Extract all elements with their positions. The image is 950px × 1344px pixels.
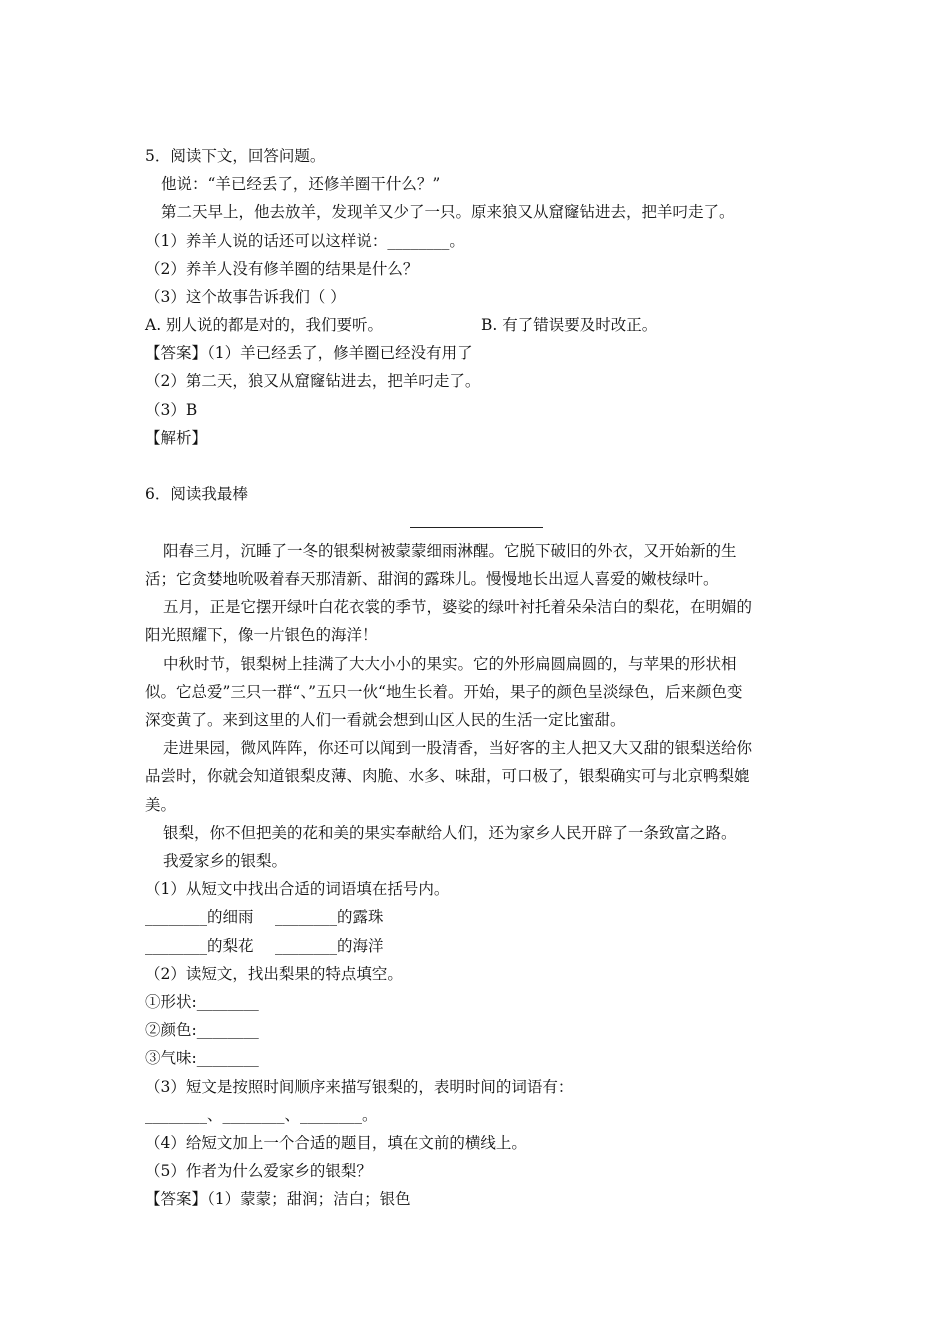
q5-answer-3: （3）B <box>145 401 198 419</box>
q6-smell-fill: ③气味:________ <box>145 1049 259 1067</box>
q5-answer <box>145 343 473 363</box>
answer-tag: 【答案】 <box>145 1190 208 1208</box>
q6-paragraph-6: 我爱家乡的银梨。 <box>163 852 288 870</box>
q6-fill-2b: ________的海洋 <box>275 937 384 955</box>
q5-subquestion-3: （3）这个故事告诉我们（ ） <box>145 288 346 306</box>
q6-fill-1a: ________的细雨 <box>145 908 254 926</box>
q6-subquestion-5: （5）作者为什么爱家乡的银梨？ <box>145 1162 372 1180</box>
q6-fill-2a: ________的梨花 <box>145 937 254 955</box>
q6-color-fill: ②颜色:________ <box>145 1021 259 1039</box>
q5-paragraph-1: 他说：“羊已经丢了，还修羊圈干什么？” <box>161 175 441 193</box>
q6-paragraph-4a: 走进果园，微风阵阵，你还可以闻到一股清香，当好客的主人把又大又甜的银梨送给你 <box>163 739 753 757</box>
q6-subquestion-3: （3）短文是按照时间顺序来描写银梨的，表明时间的词语有： <box>145 1078 574 1096</box>
q6-paragraph-1a: 阳春三月，沉睡了一冬的银梨树被蒙蒙细雨淋醒。它脱下破旧的外衣，又开始新的生 <box>163 542 737 560</box>
q6-paragraph-2a: 五月，正是它摆开绿叶白花衣裳的季节，婆娑的绿叶衬托着朵朵洁白的梨花，在明媚的 <box>163 598 753 616</box>
q6-paragraph-4b: 品尝时，你就会知道银梨皮薄、肉脆、水多、味甜，可口极了，银梨确实可与北京鸭梨媲 <box>145 767 750 785</box>
q6-heading: 6．阅读我最棒 <box>145 485 248 503</box>
q6-paragraph-3b: 似。它总爱”三只一群“、”五只一伙“地生长着。开始，果子的颜色呈淡绿色，后来颜色变 <box>145 683 743 701</box>
q5-analysis: 【解析】 <box>145 429 208 447</box>
q6-subquestion-1: （1）从短文中找出合适的词语填在括号内。 <box>145 880 450 898</box>
q5-subquestion-1: （1）养羊人说的话还可以这样说：________。 <box>145 232 465 250</box>
q5-subquestion-2: （2）养羊人没有修羊圈的结果是什么？ <box>145 260 419 278</box>
q6-paragraph-1b: 活；它贪婪地吮吸着春天那清新、甜润的露珠儿。慢慢地长出逗人喜爱的嫩枝绿叶。 <box>145 570 719 588</box>
q6-paragraph-2b: 阳光照耀下，像一片银色的海洋！ <box>145 626 378 644</box>
q6-answer <box>145 1189 411 1209</box>
answer-text-1: （1）蒙蒙；甜润；洁白；银色 <box>207 1190 411 1208</box>
q6-subquestion-2: （2）读短文，找出梨果的特点填空。 <box>145 965 403 983</box>
q6-time-words-fill: ________、________、________。 <box>145 1106 378 1124</box>
answer-tag: 【答案】 <box>145 344 208 362</box>
q5-option-b: B. 有了错误要及时改正。 <box>481 316 658 334</box>
q6-subquestion-4: （4）给短文加上一个合适的题目，填在文前的横线上。 <box>145 1134 527 1152</box>
q5-paragraph-2: 第二天早上，他去放羊，发现羊又少了一只。原来狼又从窟窿钻进去，把羊叼走了。 <box>161 203 735 221</box>
q6-paragraph-3a: 中秋时节，银梨树上挂满了大大小小的果实。它的外形扁圆扁圆的，与苹果的形状相 <box>163 655 737 673</box>
q6-fill-1b: ________的露珠 <box>275 908 384 926</box>
q6-shape-fill: ①形状:________ <box>145 993 259 1011</box>
q5-heading: 5．阅读下文，回答问题。 <box>145 147 326 165</box>
q5-answer-2: （2）第二天，狼又从窟窿钻进去，把羊叼走了。 <box>145 372 481 390</box>
q6-paragraph-4c: 美。 <box>145 796 177 814</box>
title-blank-line <box>410 527 543 528</box>
q5-option-a: A. 别人说的都是对的，我们要听。 <box>145 316 384 334</box>
q6-paragraph-3c: 深变黄了。来到这里的人们一看就会想到山区人民的生活一定比蜜甜。 <box>145 711 626 729</box>
answer-text-1: （1）羊已经丢了，修羊圈已经没有用了 <box>207 344 473 362</box>
q6-paragraph-5: 银梨，你不但把美的花和美的果实奉献给人们，还为家乡人民开辟了一条致富之路。 <box>163 824 737 842</box>
